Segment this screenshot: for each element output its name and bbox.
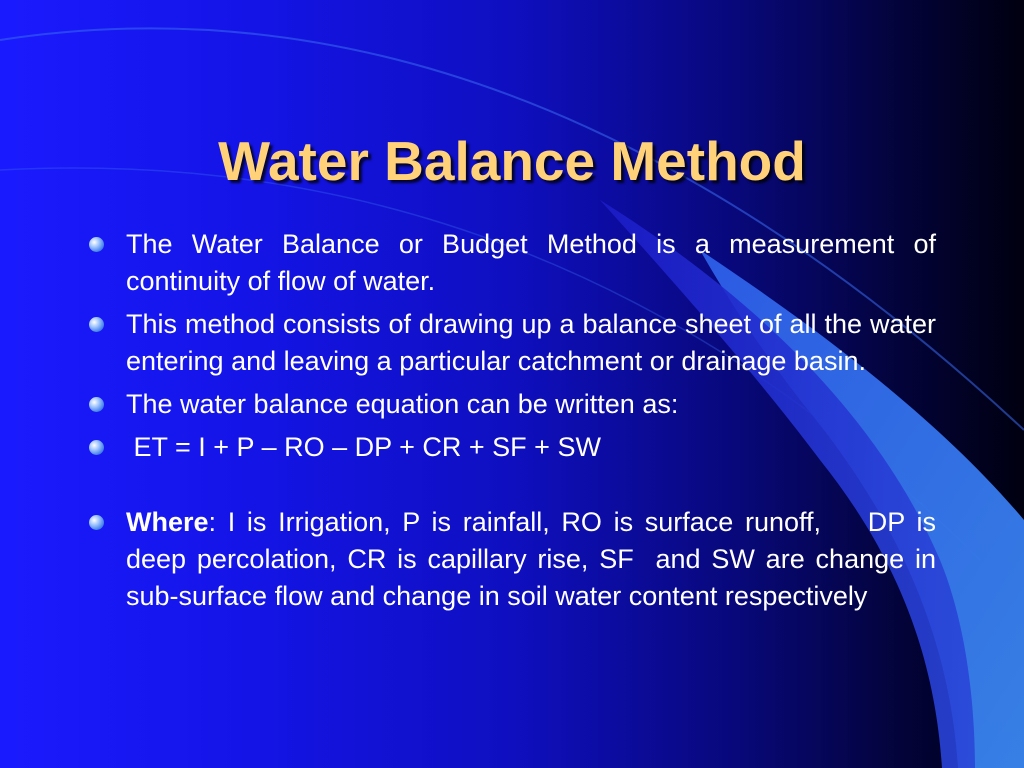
bullet-list (86, 226, 944, 621)
sphere-bullet-icon (89, 317, 104, 332)
bullet-item (86, 386, 936, 423)
slide-title: Water Balance Method (218, 130, 806, 192)
bullet-item (86, 226, 936, 300)
bullet-text: The Water Balance or Budget Method is a measurement of continuity of flow of water. (126, 229, 936, 296)
sphere-bullet-icon (89, 440, 104, 455)
sphere-bullet-icon (89, 397, 104, 412)
where-label: Where (126, 507, 209, 537)
bullet-item (86, 306, 936, 380)
bullet-item (86, 429, 936, 466)
bullet-item (86, 504, 944, 615)
bullet-text: : I is Irrigation, P is rainfall, RO is surface runoff, DP is deep percolation, CR is capillary rise, SF and SW are change in sub-surface flow and change in soil water content respectively (126, 507, 944, 611)
bullet-text: ET = I + P – RO – DP + CR + SF + SW (126, 432, 601, 462)
sphere-bullet-icon (89, 515, 104, 530)
sphere-bullet-icon (89, 237, 104, 252)
bullet-text: This method consists of drawing up a balance sheet of all the water entering and leaving a particular catchment or drainage basin. (126, 309, 936, 376)
bullet-text: The water balance equation can be written as: (126, 389, 679, 419)
